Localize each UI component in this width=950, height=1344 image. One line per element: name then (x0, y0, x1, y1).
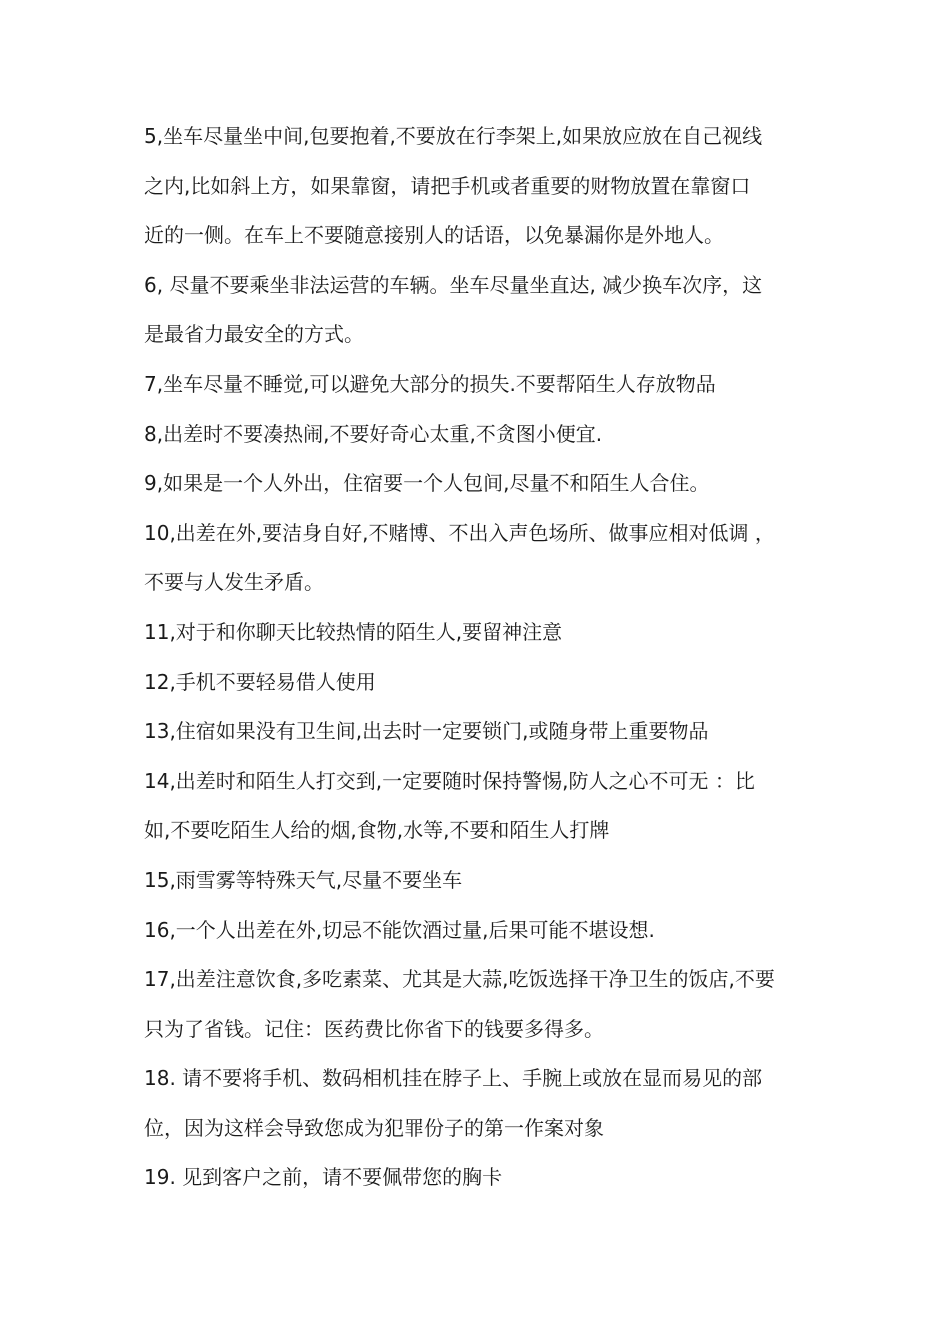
text-line: 位，因为这样会导致您成为犯罪份子的第一作案对象 (144, 1115, 604, 1140)
text-line: 只为了省钱。记住：医药费比你省下的钱要多得多。 (144, 1016, 604, 1041)
text-line: 13,住宿如果没有卫生间,出去时一定要锁门,或随身带上重要物品 (144, 719, 709, 744)
text-line: 17,出差注意饮食,多吃素菜、尤其是大蒜,吃饭选择干净卫生的饭店,不要 (144, 967, 775, 992)
text-line: 9,如果是一个人外出，住宿要一个人包间,尽量不和陌生人合住。 (144, 471, 710, 496)
text-line: 是最省力最安全的方式。 (144, 322, 364, 347)
text-line: 12,手机不要轻易借人使用 (144, 669, 376, 694)
text-line: 18. 请不要将手机、数码相机挂在脖子上、手腕上或放在显而易见的部 (144, 1066, 763, 1091)
text-line: 6, 尽量不要乘坐非法运营的车辆。坐车尽量坐直达, 减少换车次序，这 (144, 272, 763, 297)
text-line: 15,雨雪雾等特殊天气,尽量不要坐车 (144, 867, 463, 892)
text-line: 7,坐车尽量不睡觉,可以避免大部分的损失.不要帮陌生人存放物品 (144, 371, 716, 396)
document-body (144, 112, 814, 1203)
text-line: 11,对于和你聊天比较热情的陌生人,要留神注意 (144, 619, 563, 644)
text-line: 19. 见到客户之前，请不要佩带您的胸卡 (144, 1165, 503, 1190)
text-line: 之内,比如斜上方，如果靠窗，请把手机或者重要的财物放置在靠窗口 (144, 173, 751, 198)
text-line: 16,一个人出差在外,切忌不能饮酒过量,后果可能不堪设想. (144, 917, 655, 942)
text-line: 近的一侧。在车上不要随意接别人的话语，以免暴漏你是外地人。 (144, 223, 724, 248)
text-line: 如,不要吃陌生人给的烟,食物,水等,不要和陌生人打牌 (144, 818, 610, 843)
text-line: 不要与人发生矛盾。 (144, 570, 324, 595)
text-line: 14,出差时和陌生人打交到,一定要随时保持警惕,防人之心不可无 ：比 (144, 768, 755, 793)
text-line: 10,出差在外,要洁身自好,不赌博、不出入声色场所、做事应相对低调 ， (144, 520, 775, 545)
text-line: 5,坐车尽量坐中间,包要抱着,不要放在行李架上,如果放应放在自己视线 (144, 124, 763, 148)
text-line: 8,出差时不要凑热闹,不要好奇心太重,不贪图小便宜. (144, 421, 603, 446)
